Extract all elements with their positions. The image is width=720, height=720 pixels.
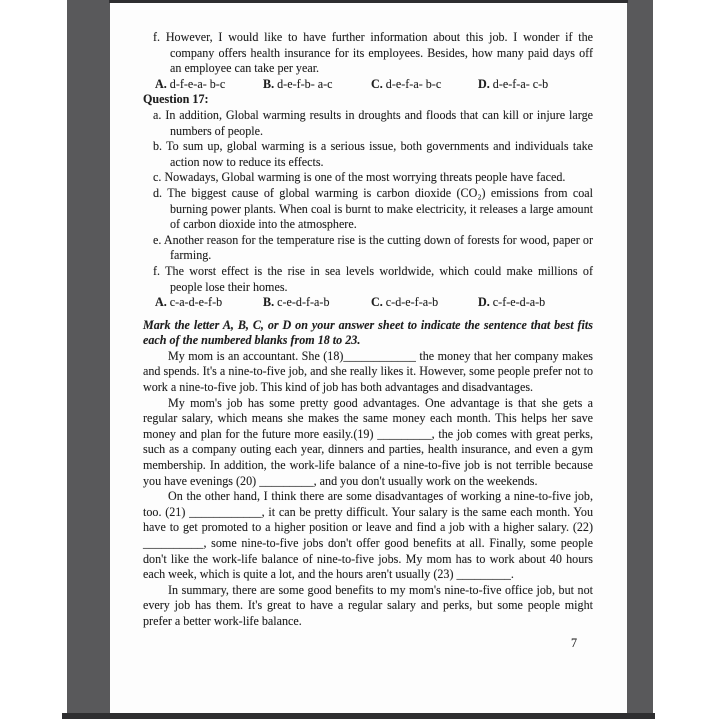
option-letter: A.	[155, 76, 167, 91]
option-d	[478, 77, 593, 93]
option-letter: D.	[478, 76, 490, 91]
option-letter: A.	[155, 295, 167, 310]
option-letter: C.	[371, 295, 383, 310]
passage-paragraph-3: On the other hand, I think there are some disadvantages of working a nine-to-five job, too. (21) ____________, it can be pretty difficult. Your salary is the same each month. You have to get promoted to a higher position or leave and find a job with a higher salary. (22) __________, some nine-to-five jobs don't offer good benefits at all. Finally, some people don't like the work-life balance of nine-to-five jobs. My mom has to work about 40 hours each week, which is quite a lot, and the hours aren't usually (23) _________.	[143, 489, 593, 582]
scan-background-strip-left	[67, 0, 110, 719]
scan-edge-bar-bottom	[62, 713, 655, 719]
passage-paragraph-1: My mom is an accountant. She (18)____________ the money that her company makes and spends. It's a nine-to-five job, and she really likes it. However, some people prefer not to work a nine-to-five job. This kind of job has both advantages and disadvantages.	[143, 348, 593, 395]
page-number: 7	[570, 635, 577, 650]
answer-options-row-2	[155, 295, 593, 311]
passage-paragraph-4: In summary, there are some good benefits to my mom's nine-to-five office job, but not every job has them. It's great to have a regular salary and perks, but some people might prefer a better work-life balance.	[143, 582, 593, 628]
item-text: Another reason for the temperature rise is the cutting down of forests for wood, paper or farming.	[163, 232, 593, 263]
option-b	[263, 295, 371, 311]
option-b	[263, 77, 371, 93]
option-d	[478, 295, 593, 311]
option-text: c-f-e-d-a-b	[492, 295, 546, 310]
item-text: The biggest cause of global warming is carbon dioxide (CO₂) emissions from coal burning power plants. When coal is burnt to make electricity, it releases a large amount of carbon dioxide into the atmosphere.	[167, 185, 593, 232]
option-letter: B.	[263, 76, 275, 91]
item-label: f.	[153, 30, 161, 44]
option-text: c-e-d-f-a-b	[277, 295, 330, 310]
option-text: d-f-e-a- b-c	[169, 76, 226, 91]
option-letter: C.	[371, 76, 383, 91]
item-text: However, I would like to have further information about this job. I wonder if the company offers health insurance for its employees. Besides, how many paid days off an employee can take per year.	[165, 30, 593, 76]
answer-options-row-1	[155, 77, 593, 93]
document-page	[110, 3, 627, 713]
option-text: d-e-f-a- c-b	[492, 76, 549, 91]
question17-item-f	[143, 264, 593, 295]
item-label: d.	[153, 185, 163, 200]
question17-item-c	[143, 170, 593, 186]
option-a	[155, 77, 263, 93]
item-text: To sum up, global warming is a serious issue, both governments and individuals take action now to reduce its effects.	[166, 139, 593, 169]
option-text: c-a-d-e-f-b	[169, 295, 223, 310]
item-label: c.	[153, 170, 162, 185]
option-c	[371, 77, 478, 93]
option-text: c-d-e-f-a-b	[385, 295, 439, 310]
question17-item-b	[143, 139, 593, 170]
scan-background-strip-right	[627, 0, 653, 719]
section-instruction: Mark the letter A, B, C, or D on your answer sheet to indicate the sentence that best fits each of the numbered blanks from 18 to 23.	[143, 317, 593, 348]
item-label: b.	[153, 139, 163, 154]
option-text: d-e-f-a- b-c	[385, 76, 442, 91]
passage-paragraph-2: My mom's job has some pretty good advantages. One advantage is that she gets a regular salary, which means she makes the same money each month. This helps her save money and plan for the future more easily.(19) _________, the job comes with great perks, such as a company outing each year, dinners and parties, health insurance, and even a gym membership. In addition, the work-life balance of a nine-to-five job is not terrible because you have evenings (20) _________, and you don't usually work on the weekends.	[143, 395, 593, 488]
question17-item-d	[143, 186, 593, 233]
item-text: In addition, Global warming results in droughts and floods that can kill or injure large numbers of people.	[165, 107, 593, 138]
option-c	[371, 295, 478, 311]
option-letter: B.	[263, 295, 275, 310]
question17-item-a	[143, 108, 593, 139]
item-text: Nowadays, Global warming is one of the most worrying threats people have faced.	[164, 170, 566, 185]
item-label: f.	[153, 263, 161, 278]
previous-question-item-f	[143, 30, 593, 77]
option-letter: D.	[478, 295, 490, 310]
question-17-heading: Question 17:	[143, 92, 209, 107]
item-text: The worst effect is the rise in sea levels worldwide, which could make millions of people lose their homes.	[165, 263, 594, 294]
option-a	[155, 295, 263, 311]
item-label: a.	[153, 107, 162, 122]
option-text: d-e-f-b- a-c	[277, 76, 333, 91]
item-label: e.	[153, 232, 162, 247]
question17-item-e	[143, 233, 593, 264]
